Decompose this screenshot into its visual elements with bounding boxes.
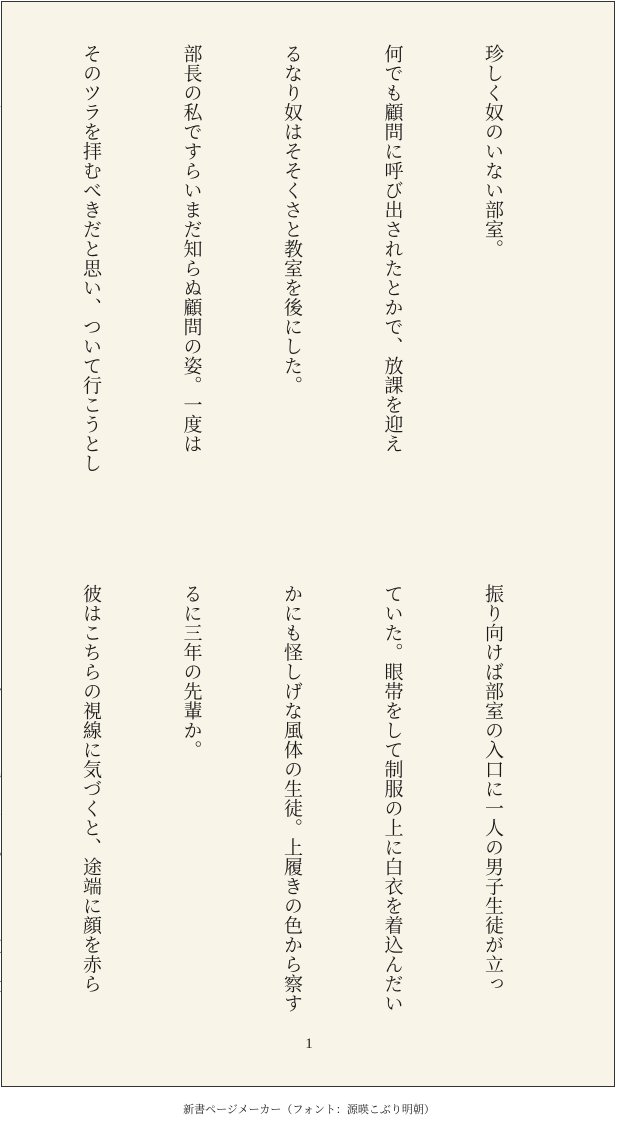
text-column: [0, 44, 7, 544]
lower-text-block: [0, 584, 576, 1013]
text-column: るなり奴はそそくさと教室を後にした。: [281, 44, 303, 395]
text-column: 彼はこちらの視線に気づくと、途端に顔を赤ら: [80, 584, 102, 994]
manuscript-page: [1, 1, 615, 1087]
text-column: そのツラを拝むべきだと思い、ついて行こうとし: [80, 44, 102, 473]
text-column: かにも怪しげな風体の生徒。上履きの色から察す: [281, 584, 303, 1013]
text-column: 振り向けば部室の入口に一人の男子生徒が立っ: [482, 584, 504, 994]
text-column: ていた。眼帯をして制服の上に白衣を着込んだい: [381, 584, 404, 1013]
text-column: るに三年の先輩か。: [180, 584, 203, 760]
text-column: 珍しく奴のいない部室。: [482, 44, 504, 259]
page-number: 1: [305, 1036, 313, 1052]
text-column: 何でも顧問に呼び出されたとかで、放課を迎え: [381, 44, 404, 454]
text-column: 部長の私ですらいまだ知らぬ顧問の姿。一度は: [180, 44, 203, 454]
upper-text-block: [0, 44, 576, 544]
text-column: [0, 584, 7, 1004]
credit-caption: 新書ページメーカー（フォント：源暎こぶり明朝）: [183, 1103, 435, 1116]
